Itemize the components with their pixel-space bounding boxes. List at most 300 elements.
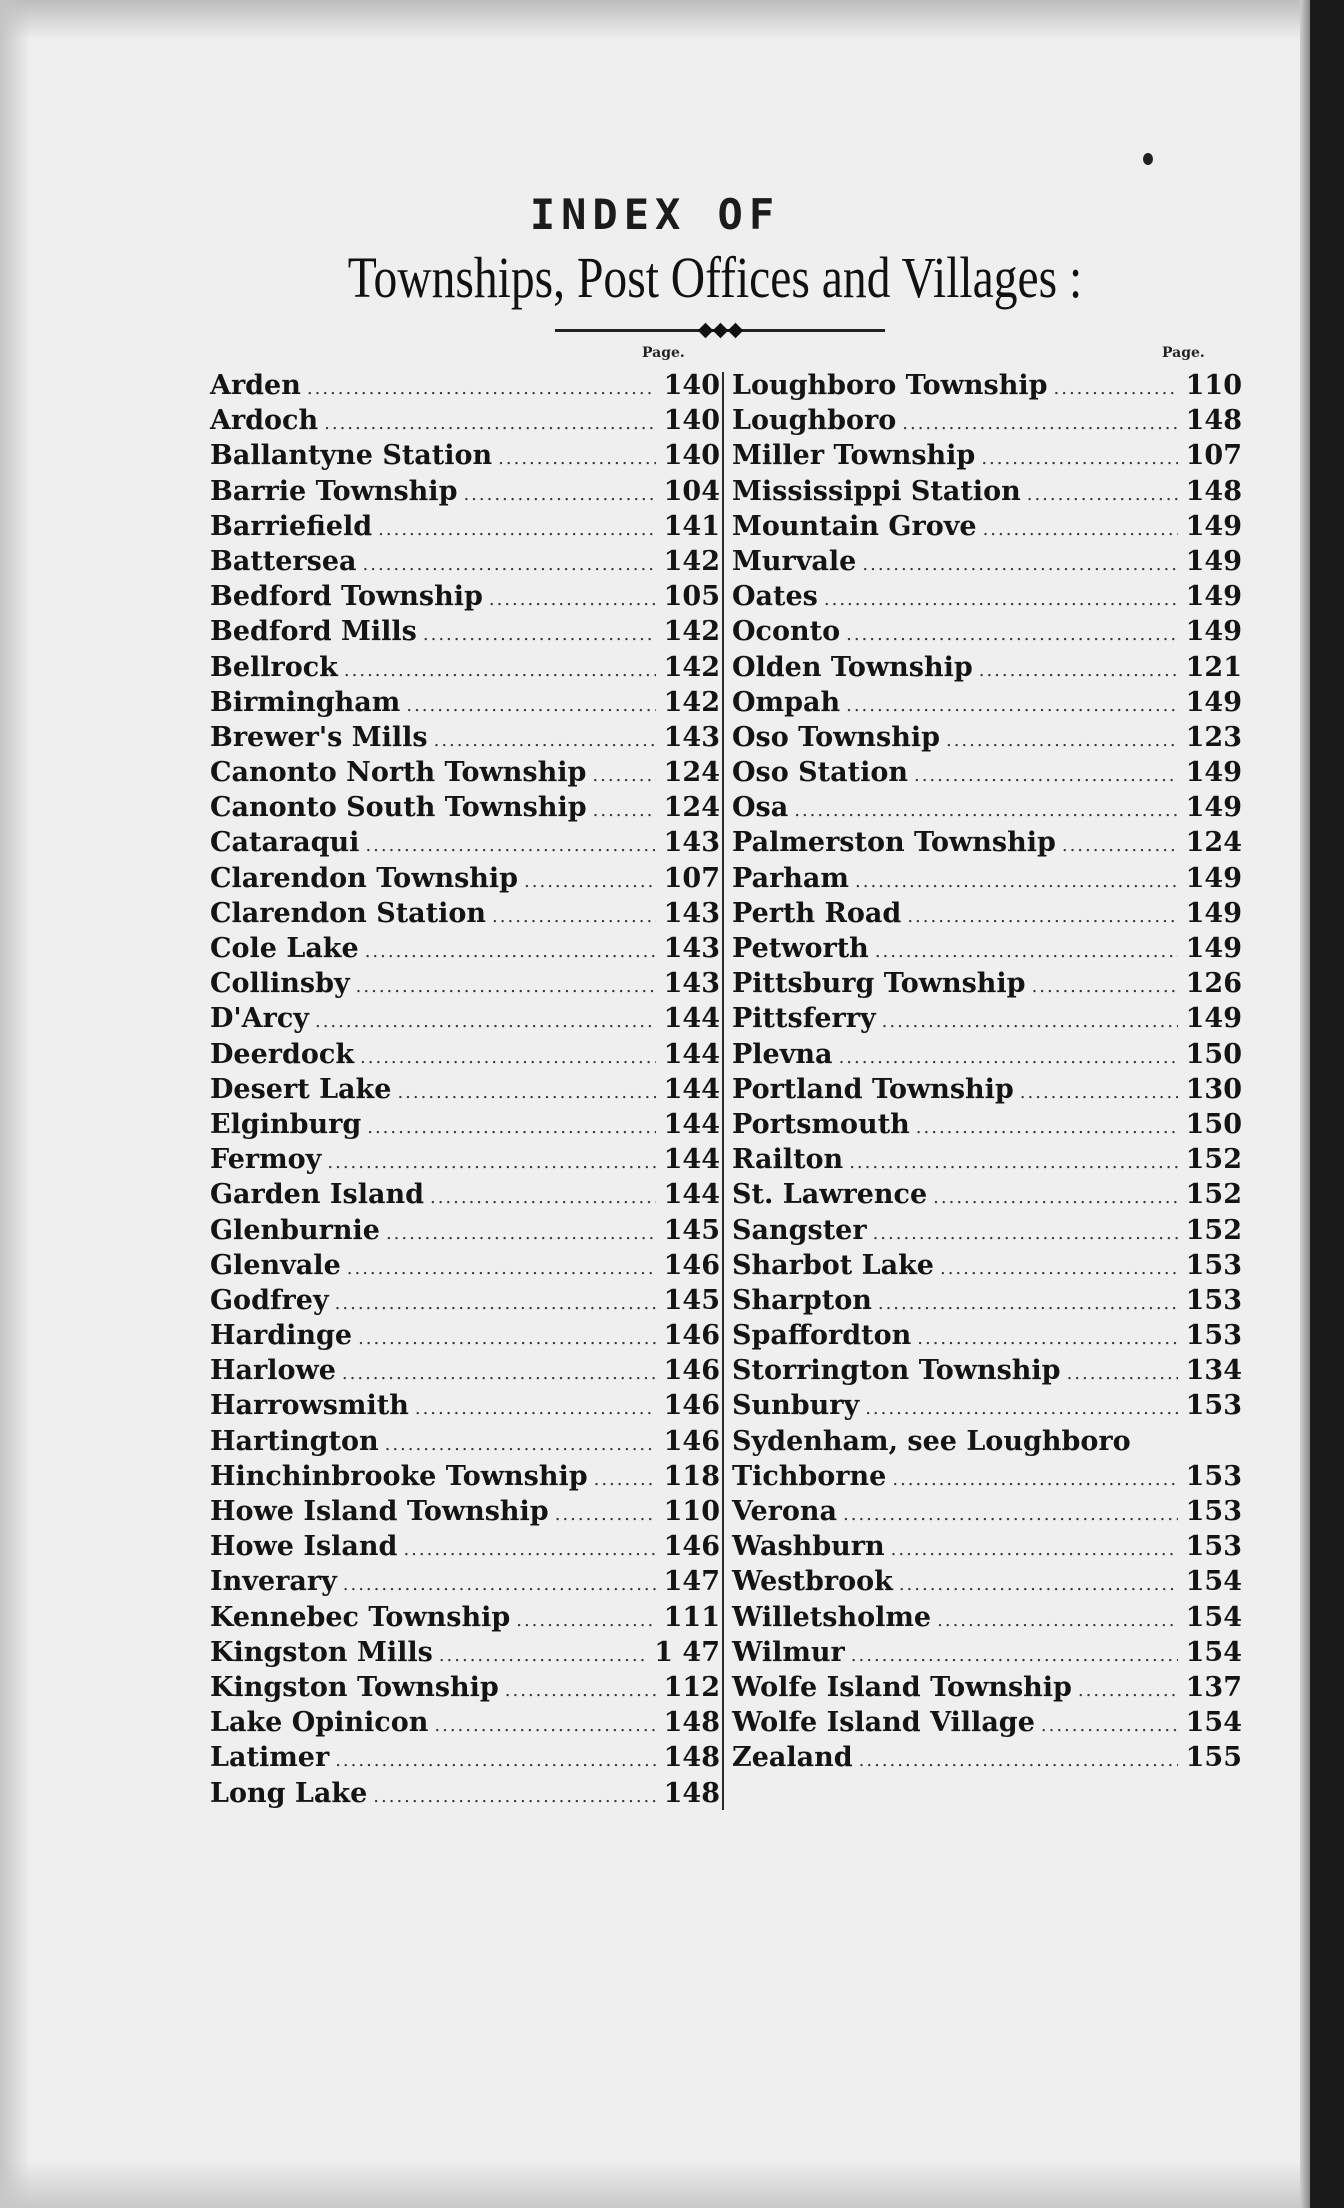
- entry-name: Desert Lake: [210, 1073, 392, 1105]
- entry-name: Verona: [732, 1496, 838, 1527]
- dot-leader: [794, 800, 1178, 821]
- dot-leader: [423, 624, 656, 645]
- dot-leader: [315, 1011, 656, 1032]
- entry-name: Howe Island: [210, 1531, 398, 1563]
- index-entry: [210, 616, 720, 651]
- dot-leader: [824, 589, 1178, 610]
- entry-name: Palmerston Township: [732, 827, 1056, 859]
- entry-page-number: 149: [1185, 933, 1242, 964]
- entry-name: Portsmouth: [732, 1108, 910, 1140]
- entry-name: Wolfe Island Village: [732, 1707, 1035, 1739]
- entry-name: Perth Road: [732, 897, 902, 929]
- entry-name: Godfrey: [210, 1284, 329, 1316]
- entry-page-number: 146: [663, 1425, 720, 1457]
- dot-leader: [937, 1610, 1178, 1631]
- index-entry: [210, 1637, 720, 1672]
- entry-page-number: 146: [663, 1320, 720, 1352]
- dot-leader: [415, 1398, 656, 1419]
- entry-name: Oconto: [732, 616, 841, 648]
- entry-page-number: 146: [663, 1390, 720, 1422]
- index-entry: [732, 440, 1242, 475]
- entry-page-number: 149: [1185, 545, 1242, 577]
- entry-page-number: 124: [663, 792, 720, 824]
- column-divider: [722, 372, 724, 1810]
- dot-leader: [356, 976, 656, 997]
- dot-leader: [914, 765, 1178, 786]
- index-entry: [732, 581, 1242, 616]
- dot-leader: [865, 1398, 1178, 1419]
- dot-leader: [365, 941, 656, 962]
- entry-page-number: 140: [663, 405, 720, 437]
- entry-name: Battersea: [210, 545, 357, 577]
- ink-spot: [1143, 153, 1153, 165]
- entry-name: Bedford Township: [210, 581, 483, 613]
- index-entry: [210, 1390, 720, 1425]
- dot-leader: [1078, 1680, 1178, 1701]
- entry-page-number: 123: [1185, 721, 1242, 753]
- entry-page-number: 143: [663, 827, 720, 859]
- entry-page-number: 137: [1185, 1671, 1242, 1703]
- dot-leader: [593, 800, 656, 821]
- entry-page-number: 1 47: [654, 1636, 720, 1668]
- index-entry: [732, 757, 1242, 792]
- entry-name: Miller Township: [732, 440, 976, 472]
- entry-page-number: 152: [1185, 1214, 1242, 1246]
- entry-page-number: 141: [663, 510, 720, 542]
- index-entry: [210, 1179, 720, 1214]
- index-entry: [210, 1602, 720, 1637]
- entry-page-number: 148: [663, 1707, 720, 1739]
- entry-name: Barriefield: [210, 510, 373, 542]
- index-entry: [210, 687, 720, 722]
- index-subheading: Townships, Post Offices and Villages :: [347, 245, 1083, 310]
- top-shadow: [0, 0, 1310, 40]
- index-entry: [210, 1003, 720, 1038]
- index-entry: [210, 722, 720, 757]
- dot-leader: [878, 1293, 1178, 1314]
- index-entry: [732, 933, 1242, 968]
- index-entry: [210, 1144, 720, 1179]
- index-entry: [210, 546, 720, 581]
- dot-leader: [498, 448, 656, 469]
- index-entry: [732, 1390, 1242, 1425]
- entry-page-number: 124: [663, 757, 720, 789]
- entry-page-number: 153: [1185, 1531, 1242, 1563]
- dot-leader: [917, 1328, 1178, 1349]
- dot-leader: [406, 695, 656, 716]
- index-entry: [732, 1602, 1242, 1637]
- index-entry: [210, 440, 720, 475]
- page-edge: [1300, 0, 1310, 2208]
- index-entry: [210, 1039, 720, 1074]
- entry-name: Oso Township: [732, 721, 940, 753]
- entry-page-number: 107: [663, 862, 720, 894]
- entry-page-number: 155: [1185, 1742, 1242, 1774]
- index-entry: [732, 546, 1242, 581]
- entry-name: Clarendon Township: [210, 862, 519, 894]
- entry-name: Howe Island Township: [210, 1496, 549, 1527]
- entry-name: Sunbury: [732, 1390, 860, 1422]
- index-entry: [732, 863, 1242, 898]
- entry-name: Ardoch: [210, 405, 319, 437]
- right-entry-list: [732, 370, 1242, 1778]
- index-entry: [732, 1250, 1242, 1285]
- entry-page-number: 152: [1185, 1144, 1242, 1176]
- dot-leader: [463, 484, 656, 505]
- entry-name: Sharbot Lake: [732, 1249, 934, 1281]
- entry-page-number: 121: [1185, 651, 1242, 683]
- entry-page-number: 146: [663, 1249, 720, 1281]
- entry-name: Storrington Township: [732, 1355, 1061, 1387]
- entry-page-number: 153: [1185, 1390, 1242, 1422]
- entry-page-number: 142: [663, 686, 720, 718]
- dot-leader: [342, 1363, 656, 1384]
- entry-name: Sydenham, see Loughboro: [732, 1425, 1131, 1457]
- dot-leader: [851, 1645, 1178, 1666]
- entry-name: Harlowe: [210, 1355, 336, 1387]
- dot-leader: [335, 1293, 656, 1314]
- dot-leader: [343, 1574, 656, 1595]
- dot-leader: [385, 1434, 656, 1455]
- dot-leader: [933, 1187, 1178, 1208]
- entry-page-number: 153: [1185, 1320, 1242, 1352]
- dot-leader: [916, 1117, 1178, 1138]
- dot-leader: [899, 1574, 1178, 1595]
- entry-page-number: 145: [663, 1284, 720, 1316]
- entry-page-number: 144: [663, 1144, 720, 1176]
- index-entry: [732, 1355, 1242, 1390]
- dot-leader: [505, 1680, 656, 1701]
- entry-page-number: 143: [663, 968, 720, 1000]
- dot-leader: [907, 906, 1178, 927]
- dot-leader: [594, 1469, 656, 1490]
- index-entry: [210, 1531, 720, 1566]
- entry-page-number: 146: [663, 1355, 720, 1387]
- index-entry: [732, 968, 1242, 1003]
- entry-page-number: 111: [663, 1601, 720, 1633]
- dot-leader: [373, 1786, 656, 1807]
- entry-page-number: 147: [663, 1566, 720, 1598]
- entry-page-number: 150: [1185, 1108, 1242, 1140]
- entry-name: Cataraqui: [210, 827, 360, 859]
- index-entry: [732, 405, 1242, 440]
- dot-leader: [892, 1469, 1178, 1490]
- dot-leader: [1032, 976, 1178, 997]
- dot-leader: [946, 730, 1178, 751]
- entry-name: Harrowsmith: [210, 1390, 409, 1422]
- index-entry: [732, 722, 1242, 757]
- entry-name: Sangster: [732, 1214, 867, 1246]
- dot-leader: [859, 1750, 1178, 1771]
- entry-page-number: 144: [663, 1003, 720, 1035]
- dot-leader: [1020, 1082, 1178, 1103]
- index-entry: [732, 1496, 1242, 1531]
- entry-name: Plevna: [732, 1038, 833, 1070]
- dot-leader: [378, 519, 656, 540]
- entry-name: Portland Township: [732, 1073, 1014, 1105]
- dot-leader: [855, 871, 1178, 892]
- entry-name: Oates: [732, 581, 818, 613]
- index-entry: [210, 1566, 720, 1601]
- entry-page-number: 150: [1185, 1038, 1242, 1070]
- entry-name: Hardinge: [210, 1320, 353, 1352]
- index-heading: INDEX OF: [529, 190, 781, 239]
- dot-leader: [1062, 835, 1178, 856]
- entry-page-number: 149: [1185, 1003, 1242, 1035]
- entry-name: Barrie Township: [210, 475, 458, 507]
- dot-leader: [434, 1715, 656, 1736]
- entry-name: Wolfe Island Township: [732, 1671, 1072, 1703]
- dot-leader: [873, 1223, 1178, 1244]
- dot-leader: [307, 378, 656, 399]
- index-entry: [210, 1496, 720, 1531]
- entry-page-number: 149: [1185, 897, 1242, 929]
- dot-leader: [434, 730, 656, 751]
- index-entry: [210, 1778, 720, 1813]
- dot-leader: [367, 1117, 656, 1138]
- entry-name: Oso Station: [732, 757, 908, 789]
- dot-leader: [360, 1047, 656, 1068]
- index-entry: [210, 827, 720, 862]
- entry-name: Sharpton: [732, 1284, 872, 1316]
- entry-page-number: 149: [1185, 757, 1242, 789]
- index-entry: [732, 898, 1242, 933]
- entry-name: Loughboro Township: [732, 370, 1048, 401]
- entry-page-number: 144: [663, 1073, 720, 1105]
- entry-name: Murvale: [732, 545, 857, 577]
- entry-page-number: 154: [1185, 1636, 1242, 1668]
- entry-name: Ballantyne Station: [210, 440, 493, 472]
- entry-name: Garden Island: [210, 1179, 424, 1211]
- entry-page-number: 146: [663, 1531, 720, 1563]
- entry-page-number: 149: [1185, 616, 1242, 648]
- entry-name: Wilmur: [732, 1636, 845, 1668]
- entry-page-number: 149: [1185, 862, 1242, 894]
- dot-leader: [358, 1328, 656, 1349]
- entry-name: Olden Township: [732, 651, 973, 683]
- index-entry: [732, 1637, 1242, 1672]
- index-entry: [732, 1531, 1242, 1566]
- dot-leader: [430, 1187, 656, 1208]
- dot-leader: [397, 1082, 656, 1103]
- left-entry-list: [210, 370, 720, 1813]
- dot-leader: [839, 1047, 1178, 1068]
- entry-name: Latimer: [210, 1742, 330, 1774]
- entry-page-number: 149: [1185, 792, 1242, 824]
- entry-name: Westbrook: [732, 1566, 893, 1598]
- index-entry: [732, 1179, 1242, 1214]
- entry-name: Clarendon Station: [210, 897, 487, 929]
- entry-name: Spaffordton: [732, 1320, 912, 1352]
- dot-leader: [1041, 1715, 1178, 1736]
- entry-name: Petworth: [732, 933, 869, 964]
- entry-name: Bellrock: [210, 651, 338, 683]
- index-entry: [732, 511, 1242, 546]
- index-entry: [210, 1285, 720, 1320]
- entry-name: Inverary: [210, 1566, 337, 1598]
- dot-leader: [849, 1152, 1178, 1173]
- index-entry: [210, 405, 720, 440]
- index-entry: [210, 863, 720, 898]
- entry-page-number: 148: [663, 1742, 720, 1774]
- dot-leader: [592, 765, 656, 786]
- entry-name: Parham: [732, 862, 849, 894]
- index-entry: [732, 370, 1242, 405]
- index-entry: [732, 1742, 1242, 1777]
- entry-page-number: 153: [1185, 1249, 1242, 1281]
- index-entry: [732, 1003, 1242, 1038]
- index-entry: [732, 1426, 1242, 1461]
- entry-name: Fermoy: [210, 1144, 322, 1176]
- entry-name: Cole Lake: [210, 933, 359, 964]
- dot-leader: [862, 554, 1178, 575]
- entry-name: Lake Opinicon: [210, 1707, 429, 1739]
- entry-name: Canonto South Township: [210, 792, 587, 824]
- entry-page-number: 105: [663, 581, 720, 613]
- index-entry: [210, 1707, 720, 1742]
- index-entry: [210, 581, 720, 616]
- entry-page-number: 118: [663, 1460, 720, 1492]
- dot-leader: [846, 695, 1178, 716]
- dot-leader: [403, 1539, 656, 1560]
- entry-name: Tichborne: [732, 1460, 887, 1492]
- index-entry: [210, 511, 720, 546]
- entry-name: Willetsholme: [732, 1601, 932, 1633]
- entry-name: D'Arcy: [210, 1003, 309, 1035]
- index-entry: [210, 898, 720, 933]
- entry-page-number: 149: [1185, 581, 1242, 613]
- index-entry: [210, 1250, 720, 1285]
- dot-leader: [335, 1750, 656, 1771]
- entry-page-number: 143: [663, 721, 720, 753]
- entry-page-number: 149: [1185, 686, 1242, 718]
- dot-leader: [492, 906, 656, 927]
- entry-page-number: 152: [1185, 1179, 1242, 1211]
- index-entry: [210, 792, 720, 827]
- entry-name: Bedford Mills: [210, 616, 417, 648]
- entry-name: Brewer's Mills: [210, 721, 428, 753]
- entry-page-number: 153: [1185, 1496, 1242, 1527]
- dot-leader: [324, 413, 656, 434]
- entry-name: Long Lake: [210, 1777, 368, 1809]
- index-entry: [210, 968, 720, 1003]
- index-entry: [732, 1461, 1242, 1496]
- index-entry: [732, 1215, 1242, 1250]
- index-entry: [732, 1707, 1242, 1742]
- dot-leader: [489, 589, 656, 610]
- entry-page-number: 154: [1185, 1566, 1242, 1598]
- index-entry: [210, 476, 720, 511]
- entry-name: Osa: [732, 792, 789, 824]
- entry-name: Kennebec Township: [210, 1601, 511, 1633]
- entry-name: Arden: [210, 370, 301, 401]
- dot-leader: [882, 1011, 1178, 1032]
- index-entry: [210, 1215, 720, 1250]
- index-entry: [210, 652, 720, 687]
- index-entry: [732, 1285, 1242, 1320]
- dot-leader: [940, 1258, 1178, 1279]
- entry-page-number: 144: [663, 1179, 720, 1211]
- index-entry: [210, 1074, 720, 1109]
- index-entry: [210, 1461, 720, 1496]
- dot-leader: [891, 1539, 1178, 1560]
- bottom-shadow: [0, 2160, 1310, 2208]
- dot-leader: [983, 519, 1178, 540]
- entry-page-number: 124: [1185, 827, 1242, 859]
- entry-name: St. Lawrence: [732, 1179, 928, 1211]
- rule-ornament: [688, 322, 752, 339]
- index-entry: [210, 1426, 720, 1461]
- dot-leader: [439, 1645, 648, 1666]
- entry-page-number: 126: [1185, 968, 1242, 1000]
- entry-page-number: 110: [663, 1496, 720, 1527]
- entry-page-number: 112: [663, 1671, 720, 1703]
- dot-leader: [843, 1504, 1178, 1525]
- index-entry: [732, 1566, 1242, 1601]
- entry-page-number: 140: [663, 370, 720, 401]
- left-shadow: [0, 0, 30, 2208]
- entry-page-number: 148: [1185, 405, 1242, 437]
- entry-page-number: 130: [1185, 1073, 1242, 1105]
- index-entry: [732, 827, 1242, 862]
- index-entry: [732, 616, 1242, 651]
- entry-page-number: 107: [1185, 440, 1242, 472]
- index-entry: [732, 687, 1242, 722]
- index-entry: [210, 1109, 720, 1144]
- index-entry: [732, 1144, 1242, 1179]
- entry-page-number: 142: [663, 616, 720, 648]
- page-column-label: Page.: [642, 345, 685, 361]
- index-entry: [210, 933, 720, 968]
- entry-name: Mississippi Station: [732, 475, 1021, 507]
- entry-name: Pittsferry: [732, 1003, 876, 1035]
- entry-page-number: 153: [1185, 1460, 1242, 1492]
- index-entry: [732, 792, 1242, 827]
- dot-leader: [1027, 484, 1178, 505]
- entry-page-number: 154: [1185, 1707, 1242, 1739]
- dot-leader: [363, 554, 656, 575]
- entry-page-number: 142: [663, 651, 720, 683]
- entry-name: Loughboro: [732, 405, 897, 437]
- dot-leader: [1067, 1363, 1178, 1384]
- entry-name: Kingston Mills: [210, 1636, 433, 1668]
- entry-name: Canonto North Township: [210, 757, 587, 789]
- dot-leader: [846, 624, 1178, 645]
- entry-name: Elginburg: [210, 1108, 362, 1140]
- index-entry: [210, 1672, 720, 1707]
- dot-leader: [386, 1223, 656, 1244]
- index-entry: [732, 1672, 1242, 1707]
- dot-leader: [524, 871, 656, 892]
- entry-page-number: 142: [663, 545, 720, 577]
- index-entry: [210, 1320, 720, 1355]
- dot-leader: [516, 1610, 656, 1631]
- index-entry: [732, 1109, 1242, 1144]
- index-entry: [210, 1742, 720, 1777]
- entry-page-number: 153: [1185, 1284, 1242, 1316]
- entry-page-number: 145: [663, 1214, 720, 1246]
- entry-page-number: 149: [1185, 510, 1242, 542]
- entry-name: Mountain Grove: [732, 510, 977, 542]
- entry-page-number: 144: [663, 1038, 720, 1070]
- entry-name: Hinchinbrooke Township: [210, 1460, 588, 1492]
- index-entry: [210, 757, 720, 792]
- entry-name: Zealand: [732, 1742, 853, 1774]
- index-entry: [732, 1074, 1242, 1109]
- entry-name: Glenvale: [210, 1249, 341, 1281]
- dot-leader: [875, 941, 1178, 962]
- dot-leader: [1054, 378, 1179, 399]
